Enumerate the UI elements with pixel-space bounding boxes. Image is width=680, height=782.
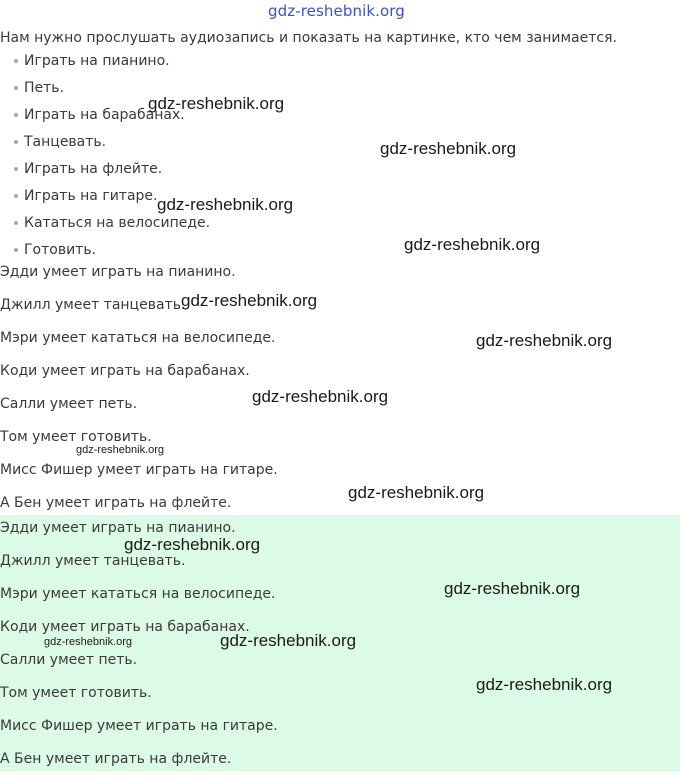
- watermark: gdz-reshebnik.org: [124, 535, 261, 554]
- bullet-icon: [14, 194, 18, 198]
- activity-label: Играть на пианино.: [24, 53, 170, 69]
- watermark: gdz-reshebnik.org: [220, 631, 357, 650]
- answer-line: Том умеет готовить.: [0, 685, 152, 701]
- watermark: gdz-reshebnik.org: [476, 331, 613, 350]
- site-watermark-header: gdz-reshebnik.org: [268, 2, 405, 20]
- watermark: gdz-reshebnik.org: [380, 139, 517, 158]
- list-item: [0, 187, 210, 214]
- bullet-icon: [14, 248, 18, 252]
- list-item: [0, 52, 210, 79]
- answer-line: А Бен умеет играть на флейте.: [0, 751, 232, 767]
- activity-label: Играть на гитаре.: [24, 188, 158, 204]
- list-item: [0, 79, 210, 106]
- activity-list: [0, 52, 210, 268]
- watermark: gdz-reshebnik.org: [157, 195, 294, 214]
- answer-line: Коди умеет играть на барабанах.: [0, 619, 250, 635]
- answer-line: Джилл умеет танцевать.: [0, 553, 186, 569]
- watermark: gdz-reshebnik.org: [44, 636, 133, 648]
- sentence-line: Мэри умеет кататься на велосипеде.: [0, 330, 276, 346]
- watermark: gdz-reshebnik.org: [252, 387, 389, 406]
- list-item: [0, 133, 210, 160]
- task-instruction: Нам нужно прослушать аудиозапись и показать на картинке, кто чем занимается.: [0, 30, 617, 46]
- watermark: gdz-reshebnik.org: [476, 675, 613, 694]
- activity-label: Танцевать.: [24, 134, 107, 150]
- bullet-icon: [14, 140, 18, 144]
- answer-line: Мисс Фишер умеет играть на гитаре.: [0, 718, 278, 734]
- watermark: gdz-reshebnik.org: [444, 579, 581, 598]
- bullet-icon: [14, 113, 18, 117]
- answer-sentences: [0, 518, 278, 782]
- activity-label: Играть на флейте.: [24, 161, 163, 177]
- sentence-line: Эдди умеет играть на пианино.: [0, 264, 236, 280]
- sentence-line: Мисс Фишер умеет играть на гитаре.: [0, 462, 278, 478]
- activity-label: Готовить.: [24, 242, 97, 258]
- answer-line: Мэри умеет кататься на велосипеде.: [0, 586, 276, 602]
- sentence-line: Салли умеет петь.: [0, 396, 138, 412]
- list-item: [0, 160, 210, 187]
- sentence-line: Коди умеет играть на барабанах.: [0, 363, 250, 379]
- answer-line: Эдди умеет играть на пианино.: [0, 520, 236, 536]
- bullet-icon: [14, 167, 18, 171]
- bullet-icon: [14, 59, 18, 63]
- sentence-line: Том умеет готовить.: [0, 429, 152, 445]
- task-sentences: [0, 262, 278, 526]
- list-item: [0, 106, 210, 133]
- sentence-line: А Бен умеет играть на флейте.: [0, 495, 232, 511]
- watermark: gdz-reshebnik.org: [348, 483, 485, 502]
- bullet-icon: [14, 221, 18, 225]
- answer-panel: [0, 515, 680, 771]
- activity-label: Петь.: [24, 80, 64, 96]
- sentence-line: Джилл умеет танцевать.: [0, 297, 186, 313]
- answer-line: Салли умеет петь.: [0, 652, 138, 668]
- watermark: gdz-reshebnik.org: [181, 291, 318, 310]
- bullet-icon: [14, 86, 18, 90]
- watermark: gdz-reshebnik.org: [404, 235, 541, 254]
- watermark: gdz-reshebnik.org: [76, 444, 165, 456]
- activity-label: Играть на барабанах.: [24, 107, 185, 123]
- activity-label: Кататься на велосипеде.: [24, 215, 211, 231]
- list-item: [0, 214, 210, 241]
- watermark: gdz-reshebnik.org: [148, 94, 285, 113]
